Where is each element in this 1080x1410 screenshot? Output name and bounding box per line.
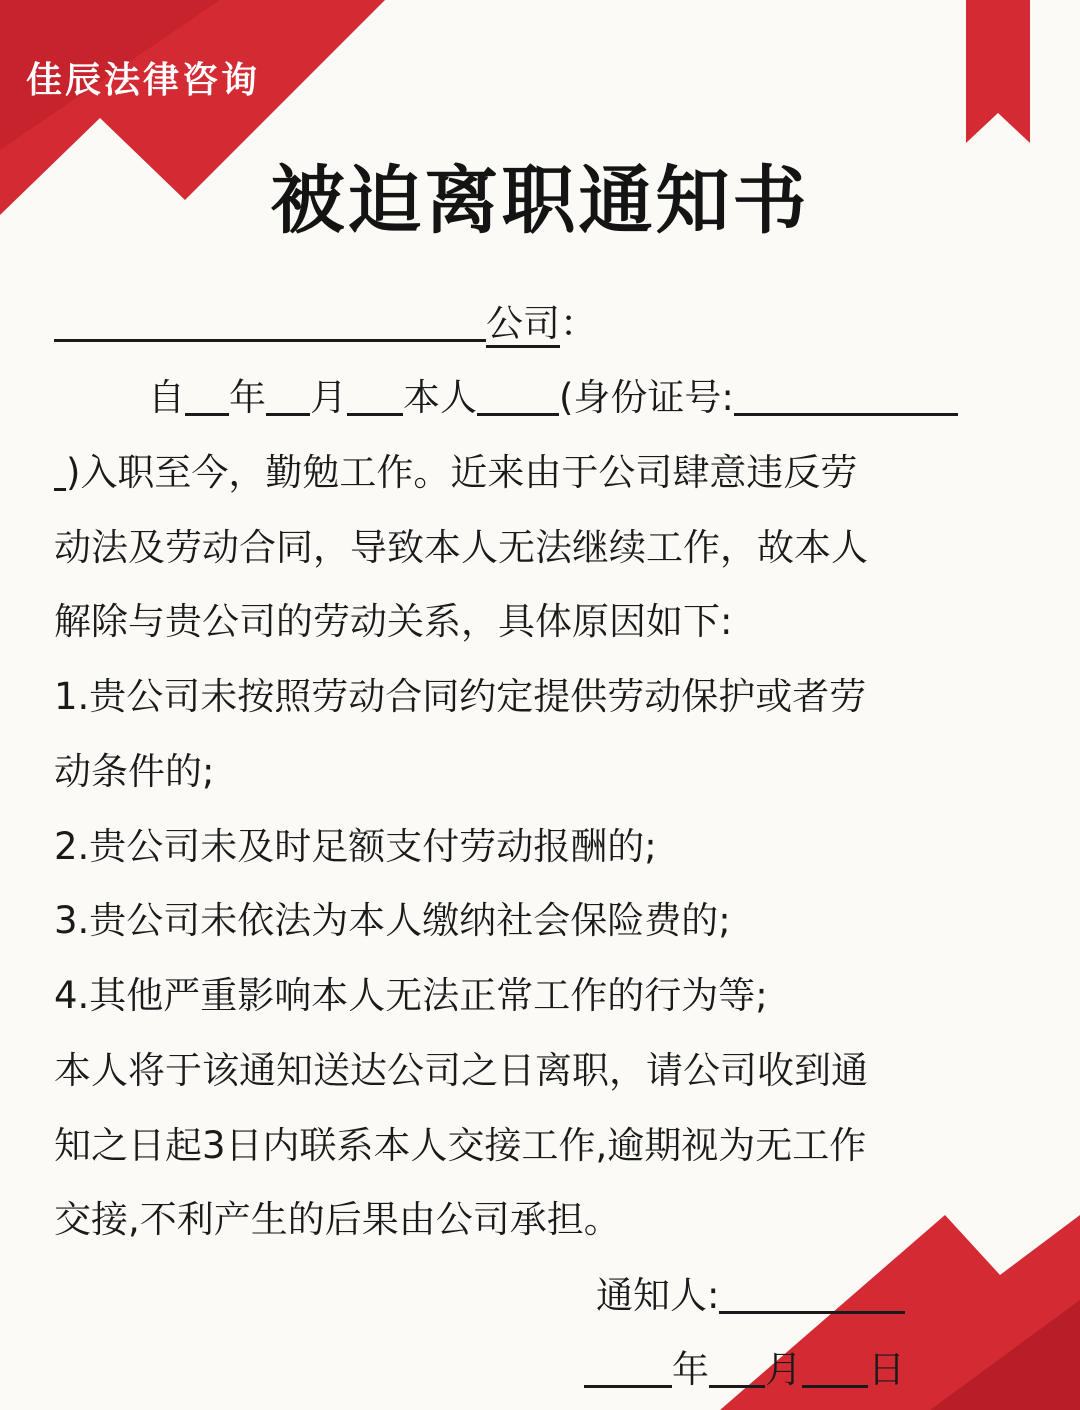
intro-line-2: [54, 449, 857, 497]
sign-day-label: 日: [868, 1348, 905, 1391]
id-number-blank[interactable]: [734, 375, 958, 416]
company-label: 公司: [486, 302, 560, 348]
sign-year-label: 年: [672, 1348, 709, 1391]
name-blank[interactable]: [477, 375, 559, 416]
document-title: 被迫离职通知书: [270, 158, 810, 244]
reason-4: 4.其他严重影响本人无法正常工作的行为等;: [54, 974, 768, 1017]
reason-1-line-2: 动条件的;: [54, 750, 215, 793]
signature-line: [596, 1272, 905, 1320]
intro-from: 自: [148, 376, 185, 419]
intro-line-3: 动法及劳动合同，导致本人无法继续工作，故本人: [54, 526, 868, 569]
brand-name: 佳辰法律咨询: [26, 60, 261, 101]
reason-2: 2.贵公司未及时足额支付劳动报酬的;: [54, 825, 657, 868]
day-blank[interactable]: [347, 375, 403, 416]
intro-text-2: 入职至今，勤勉工作。近来由于公司肆意违反劳: [80, 451, 858, 494]
sign-day-blank[interactable]: [802, 1347, 868, 1388]
sign-month-blank[interactable]: [709, 1347, 765, 1388]
reason-1-line-1: 1.贵公司未按照劳动合同约定提供劳动保护或者劳: [54, 675, 867, 718]
year-blank[interactable]: [185, 375, 229, 416]
company-name-blank[interactable]: [54, 301, 486, 342]
closing-line-2: 知之日起3日内联系本人交接工作,逾期视为无工作: [54, 1124, 867, 1167]
id-number-blank-cont[interactable]: [54, 450, 66, 491]
intro-id-label: (身份证号:: [559, 376, 734, 419]
closing-line-3: 交接,不利产生的后果由公司承担。: [54, 1198, 621, 1241]
signer-label: 通知人:: [596, 1274, 720, 1317]
intro-paren-close: ): [66, 451, 81, 494]
intro-year: 年: [229, 376, 266, 419]
recipient-colon: ：: [560, 302, 597, 345]
sign-year-blank[interactable]: [584, 1347, 672, 1388]
intro-line-4: 解除与贵公司的劳动关系，具体原因如下:: [54, 600, 733, 643]
closing-line-1: 本人将于该通知送达公司之日离职，请公司收到通: [54, 1049, 868, 1092]
reason-3: 3.贵公司未依法为本人缴纳社会保险费的;: [54, 899, 731, 942]
intro-self: 本人: [403, 376, 477, 419]
sign-month-label: 月: [765, 1348, 802, 1391]
intro-line-1: [148, 374, 958, 422]
recipient-line: [54, 300, 597, 348]
signer-name-blank[interactable]: [719, 1273, 905, 1314]
intro-month: 月: [310, 376, 347, 419]
date-line: [584, 1346, 905, 1394]
top-right-ribbon: [966, 0, 1030, 143]
month-blank[interactable]: [266, 375, 310, 416]
